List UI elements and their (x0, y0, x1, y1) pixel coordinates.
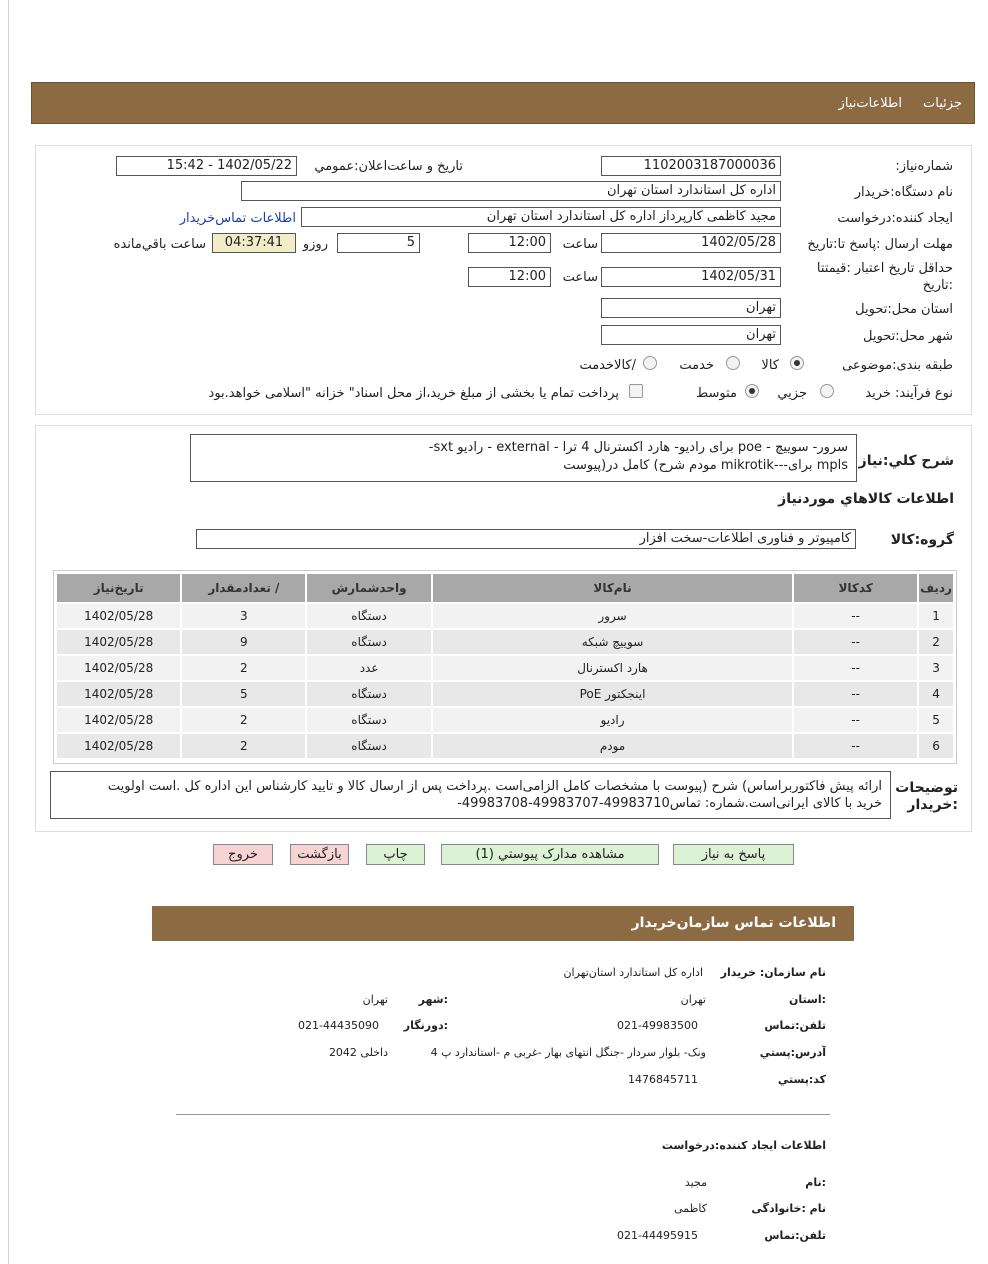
print-button[interactable]: چاپ (366, 844, 425, 865)
days-label: روزو (302, 237, 328, 252)
contact-address-ext: داخلی 2042 (328, 1046, 388, 1059)
contact-phone-label: تلفن:تماس (764, 1019, 826, 1032)
process-type-label: نوع فرآيند: خريد (865, 386, 953, 401)
header-bar (31, 82, 975, 124)
table-row (57, 682, 953, 706)
view-attachments-button[interactable]: مشاهده مدارک پيوستي (1) (441, 844, 659, 865)
cell-item-code: -- (794, 682, 917, 706)
back-button[interactable]: بازگشت (290, 844, 349, 865)
buyer-notes-line-1: ارائه پیش فاکتوربراساس) شرح (پیوست با مشخصات کامل الزامی‌است .پرداخت پس از ارسال کالا و تایید کارشناس این اداره کل .است اولویت (107, 779, 882, 794)
category-goods-label: کالا (761, 358, 779, 373)
reply-deadline-label: مهلت ارسال :پاسخ تا:تاريخ (807, 237, 953, 252)
category-goods-service-radio[interactable] (643, 356, 657, 370)
items-table (55, 572, 955, 760)
contact-postal-value: 1476845711 (628, 1073, 698, 1086)
buyer-notes-label: توضيحات (895, 780, 958, 796)
cell-row-number: 6 (919, 734, 953, 758)
cell-unit: دستگاه (307, 682, 430, 706)
table-row (57, 604, 953, 628)
city-label: شهر محل:تحويل (863, 329, 953, 344)
category-service-radio[interactable] (726, 356, 740, 370)
category-service-label: خدمت (679, 358, 714, 373)
category-label: طبقه بندی:موضوعی (842, 358, 953, 373)
contact-city-value: تهران (362, 993, 388, 1006)
table-row (57, 734, 953, 758)
category-goods-radio[interactable] (790, 356, 804, 370)
summary-line-2: mpls برای---mikrotik مودم شرح) کامل در(پیوست (563, 458, 848, 473)
cell-need-date: 1402/05/28 (57, 682, 180, 706)
section-divider (176, 1114, 830, 1115)
cell-quantity: 3 (182, 604, 305, 628)
cell-row-number: 1 (919, 604, 953, 628)
cell-quantity: 2 (182, 734, 305, 758)
announce-label: تاریخ و ساعت‌اعلان‌:عمومي (314, 159, 463, 174)
tab-need-info[interactable]: اطلاعات‌نیاز (838, 96, 902, 111)
contact-phone-value: 021-49983500 (617, 1019, 698, 1032)
contact-fax-label: :دورنگار (403, 1019, 448, 1032)
process-medium-radio[interactable] (745, 384, 759, 398)
reply-time-field: 12:00 (468, 233, 551, 253)
cell-item-name: هارد اکسترنال (433, 656, 793, 680)
cell-need-date: 1402/05/28 (57, 656, 180, 680)
creator-family-label: نام :خانوادگی (751, 1202, 826, 1215)
goods-group-label: گروه:کالا (890, 532, 954, 548)
contact-title: اطلاعات تماس سازمان‌خريدار (631, 915, 836, 931)
col-need-date: تاريخ‌نياز (57, 574, 180, 602)
days-field: 5 (337, 233, 420, 253)
contact-header-bar (152, 906, 854, 941)
contact-city-label: :شهر (418, 993, 448, 1006)
buyer-contact-link[interactable]: اطلاعات تماس‌خريدار (179, 211, 296, 226)
cell-row-number: 2 (919, 630, 953, 654)
contact-org-label: نام سازمان: خريدار (720, 966, 826, 979)
creator-section-title: اطلاعات ايجاد کننده:درخواست (661, 1139, 826, 1152)
category-goods-service-label: /کالاخدمت (579, 358, 636, 373)
contact-province-value: تهران (680, 993, 706, 1006)
exit-button[interactable]: خروج (213, 844, 273, 865)
validity-date-field: 1402/05/31 (601, 267, 781, 287)
cell-item-name: رادیو (433, 708, 793, 732)
buyer-notes-line-2: خرید با کالای ایرانی‌است.شماره: تماس49983710-49983707-49983708- (457, 796, 882, 811)
cell-row-number: 4 (919, 682, 953, 706)
table-header-row (57, 574, 953, 602)
cell-quantity: 2 (182, 656, 305, 680)
validity-time-field: 12:00 (468, 267, 551, 287)
need-number-field: 1102003187000036 (601, 156, 781, 176)
process-minor-label: جزيي (777, 386, 807, 401)
col-unit: واحدشمارش (307, 574, 430, 602)
remaining-time-label: ساعت باقي‌مانده (113, 237, 206, 252)
contact-address-value: ونک- بلوار سردار -جنگل انتهای بهار -غربی م -استاندارد پ 4 (430, 1046, 706, 1059)
col-item-code: کدکالا (794, 574, 917, 602)
province-label: استان محل:تحويل (855, 302, 953, 317)
cell-row-number: 3 (919, 656, 953, 680)
process-medium-label: متوسط (696, 386, 737, 401)
contact-org-value: اداره کل استاندارد استان‌تهران (563, 966, 703, 979)
cell-quantity: 5 (182, 682, 305, 706)
cell-item-name: سرور (433, 604, 793, 628)
cell-item-code: -- (794, 630, 917, 654)
cell-quantity: 9 (182, 630, 305, 654)
cell-unit: دستگاه (307, 734, 430, 758)
cell-item-name: سوییچ شبکه (433, 630, 793, 654)
cell-unit: دستگاه (307, 630, 430, 654)
tab-details[interactable]: جزئیات (923, 96, 962, 111)
validity-label: حداقل تاريخ اعتبار :قيمتتا (816, 261, 953, 276)
cell-need-date: 1402/05/28 (57, 630, 180, 654)
buyer-notes-box (50, 771, 891, 819)
col-item-name: نام‌کالا (433, 574, 793, 602)
reply-time-label: ساعت (562, 237, 598, 252)
cell-unit: دستگاه (307, 708, 430, 732)
reply-button[interactable]: پاسخ به نياز (673, 844, 794, 865)
cell-row-number: 5 (919, 708, 953, 732)
summary-label: شرح کلي:نياز (858, 453, 954, 469)
cell-item-code: -- (794, 708, 917, 732)
cell-need-date: 1402/05/28 (57, 734, 180, 758)
goods-info-title: اطلاعات کالاهاي موردنياز (778, 491, 954, 507)
cell-unit: دستگاه (307, 604, 430, 628)
contact-postal-label: کد:پستي (777, 1073, 826, 1086)
creator-field: مجید کاظمی کارپرداز اداره کل استاندارد استان تهران (301, 207, 781, 227)
col-quantity: / تعدادمقدار (182, 574, 305, 602)
cell-unit: عدد (307, 656, 430, 680)
table-row (57, 630, 953, 654)
cell-need-date: 1402/05/28 (57, 604, 180, 628)
validity-label-2: :تاريخ (922, 278, 953, 293)
summary-text-box (190, 434, 857, 482)
contact-fax-value: 021-44435090 (298, 1019, 379, 1032)
goods-group-field: کامپیوتر و فناوری اطلاعات-سخت افزار (196, 529, 856, 549)
remaining-time-field: 04:37:41 (212, 233, 296, 253)
table-row (57, 708, 953, 732)
creator-label: ايجاد کننده:درخواست (837, 211, 953, 226)
treasury-payment-note: پرداخت تمام يا بخشی از مبلغ خريد،از محل اسناد" خزانه "اسلامی خواهد.بود (208, 386, 619, 401)
page-left-border (8, 0, 9, 1264)
cell-item-code: -- (794, 734, 917, 758)
creator-phone-label: تلفن:تماس (764, 1229, 826, 1242)
validity-time-label: ساعت (562, 270, 598, 285)
cell-item-name: مودم (433, 734, 793, 758)
process-minor-radio[interactable] (820, 384, 834, 398)
cell-quantity: 2 (182, 708, 305, 732)
contact-address-label: آدرس:پستي (759, 1046, 826, 1059)
reply-date-field: 1402/05/28 (601, 233, 781, 253)
contact-province-label: :استان (789, 993, 826, 1006)
buyer-org-label: نام دستگاه:خريدار (854, 185, 953, 200)
buyer-notes-label-2: :خريدار (907, 797, 958, 813)
creator-name-value: مجید (684, 1176, 707, 1189)
creator-family-value: کاظمی (674, 1202, 707, 1215)
creator-phone-value: 021-44495915 (617, 1229, 698, 1242)
province-field: تهران (601, 298, 781, 318)
treasury-payment-checkbox[interactable] (629, 384, 643, 398)
col-row-number: رديف (919, 574, 953, 602)
buyer-org-field: اداره کل استاندارد استان تهران (241, 181, 781, 201)
need-number-label: شماره‌نیاز: (895, 159, 953, 174)
creator-name-label: :نام (805, 1176, 826, 1189)
cell-item-code: -- (794, 656, 917, 680)
summary-line-1: سرور- سوییچ - poe برای رادیو- هارد اکسترنال 4 ترا - external - رادیو sxt- (428, 440, 848, 455)
city-field: تهران (601, 325, 781, 345)
table-row (57, 656, 953, 680)
cell-item-code: -- (794, 604, 917, 628)
cell-item-name: اینجکتور PoE (433, 682, 793, 706)
announce-datetime-field: 1402/05/22 - 15:42 (116, 156, 297, 176)
cell-need-date: 1402/05/28 (57, 708, 180, 732)
